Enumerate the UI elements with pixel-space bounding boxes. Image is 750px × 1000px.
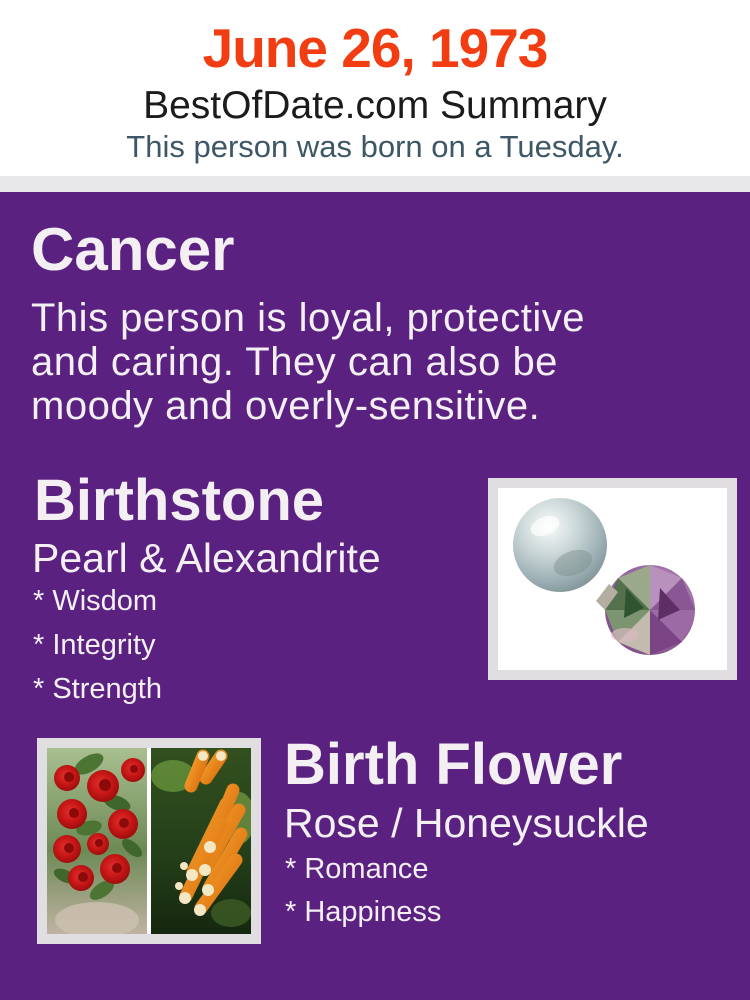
- birthstone-names: Pearl & Alexandrite: [32, 535, 381, 581]
- birth-flower-title: Birth Flower: [284, 732, 623, 797]
- birthstone-title: Birthstone: [34, 468, 324, 533]
- roses-image: [47, 748, 147, 934]
- birth-flower-trait-list: [285, 854, 441, 940]
- header-divider: [0, 176, 750, 192]
- zodiac-description: This person is loyal, protective and caring. They can also be moody and overly-sensitive.: [31, 296, 586, 428]
- birth-flower-photo-inner: [47, 748, 251, 934]
- date-title: June 26, 1973: [202, 17, 548, 79]
- birth-flower-trait: * Happiness: [285, 896, 442, 928]
- birth-flower-photo: [37, 738, 261, 944]
- birth-flower-trait: * Romance: [285, 853, 429, 885]
- birthstone-trait-list: [33, 586, 162, 718]
- birthstone-photo-inner: [498, 488, 727, 670]
- weekday-line: This person was born on a Tuesday.: [126, 129, 624, 164]
- site-summary: BestOfDate.com Summary: [143, 84, 607, 127]
- birthstone-trait: * Wisdom: [33, 585, 158, 617]
- header: [0, 0, 750, 176]
- pearl-alexandrite-image: [498, 488, 727, 670]
- birthstone-photo: [488, 478, 737, 680]
- birthstone-trait: * Strength: [33, 673, 162, 705]
- honeysuckle-image: [151, 748, 251, 934]
- birthstone-trait: * Integrity: [33, 629, 156, 661]
- birth-flower-names: Rose / Honeysuckle: [284, 800, 649, 846]
- summary-body: [0, 192, 750, 1000]
- zodiac-sign: Cancer: [31, 216, 235, 283]
